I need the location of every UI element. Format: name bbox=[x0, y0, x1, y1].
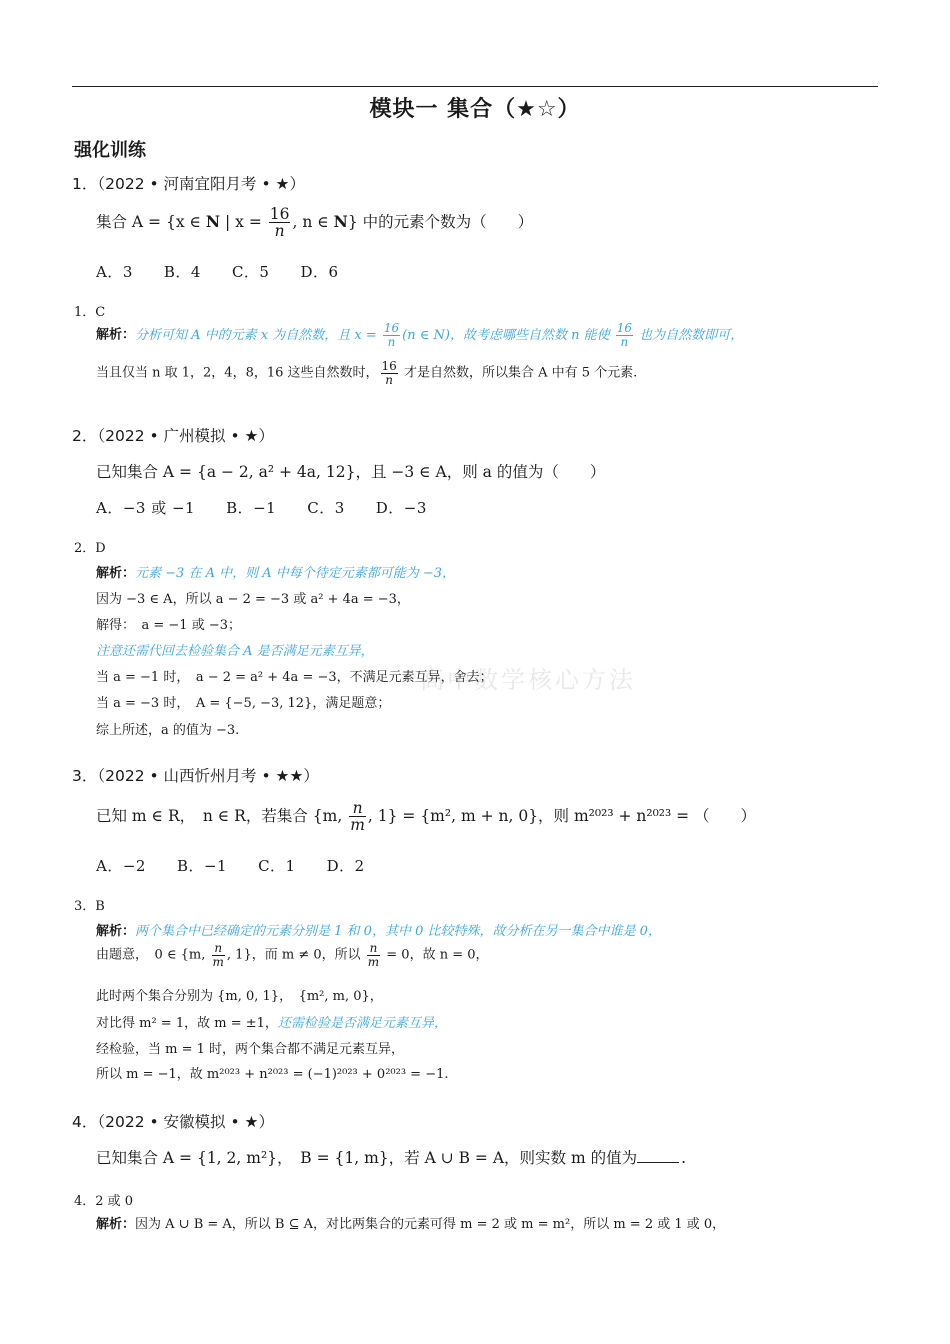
q3-solution-line5: 经检验，当 m = 1 时，两个集合都不满足元素互异， bbox=[96, 1042, 405, 1057]
q4-header: 4．（2022 • 安徽模拟 • ★） bbox=[72, 1113, 274, 1131]
q3-solution-line3: 此时两个集合分别为 {m, 0, 1}， {m², m, 0}， bbox=[96, 989, 383, 1004]
q1-header: 1．（2022 • 河南宜阳月考 • ★） bbox=[72, 175, 305, 193]
q1-solution-line2: 当且仅当 n 取 1，2，4，8，16 这些自然数时， $\frac{16}{n}$ 才是自然数，所以集合 A 中有 5 个元素. bbox=[96, 359, 638, 387]
q2-solution-line2: 因为 −3 ∈ A，所以 a − 2 = −3 或 a² + 4a = −3， bbox=[96, 592, 410, 607]
header-rule bbox=[72, 86, 878, 87]
q4-answer: 4．2 或 0 bbox=[74, 1194, 134, 1209]
q4-solution-line1: 解析：因为 A ∪ B = A，所以 B ⊆ A，对比两集合的元素可得 m = 2 或 m = m²，所以 m = 2 或 1 或 0， bbox=[96, 1217, 726, 1232]
q2-choices: A．−3 或 −1 B．−1 C．3 D．−3 bbox=[96, 499, 427, 517]
q1-choices: A．3 B．4 C．5 D．6 bbox=[96, 263, 339, 281]
q2-solution-line6: 当 a = −3 时， A = {−5, −3, 12}，满足题意； bbox=[96, 696, 391, 711]
q3-solution-line2: 由题意， 0 ∈ {m, $\frac{n}{m}$ , 1}，而 m ≠ 0，所以 $\frac{n}{m}$ = 0，故 n = 0， bbox=[96, 941, 489, 969]
q3-solution-line4: 对比得 m² = 1，故 m = ±1，还需检验是否满足元素互异， bbox=[96, 1016, 447, 1031]
q2-solution-line7: 综上所述，a 的值为 −3. bbox=[96, 723, 240, 738]
q1-answer: 1．C bbox=[74, 305, 106, 320]
q3-header: 3．（2022 • 山西忻州月考 • ★★） bbox=[72, 767, 319, 785]
q1-solution-line1: 解析：分析可知 A 中的元素 x 为自然数，且 x = $\frac{16}{n}$ (n ∈ N)，故考虑哪些自然数 n 能使 $\frac{16}{n}$ 也为自然数即可， bbox=[96, 321, 744, 349]
q2-solution-line1: 解析：元素 −3 在 A 中，则 A 中每个待定元素都可能为 −3， bbox=[96, 566, 456, 581]
q1-fraction: $\frac{16}{n}$ bbox=[269, 205, 290, 241]
page-title: 模块一 集合（★☆） bbox=[369, 97, 581, 122]
q1-stem: 集合 A = {x ∈ N | x = $\frac{16}{n}$ , n ∈ N} 中的元素个数为（ ） bbox=[96, 205, 534, 241]
q3-stem: 已知 m ∈ R， n ∈ R，若集合 {m, $\frac{n}{m}$ , 1} = {m², m + n, 0}，则 m²⁰²³ + n²⁰²³ = （ ） bbox=[96, 799, 757, 835]
answer-blank bbox=[637, 1162, 679, 1163]
q2-solution-line3: 解得： a = −1 或 −3； bbox=[96, 618, 241, 633]
q3-choices: A．−2 B．−1 C．1 D．2 bbox=[96, 857, 365, 875]
section-heading: 强化训练 bbox=[74, 140, 146, 161]
q2-solution-line4: 注意还需代回去检验集合 A 是否满足元素互异， bbox=[96, 644, 374, 659]
q4-stem: 已知集合 A = {1, 2, m²}， B = {1, m}，若 A ∪ B = A，则实数 m 的值为 . bbox=[96, 1149, 687, 1167]
q3-answer: 3．B bbox=[74, 899, 105, 914]
q2-solution-line5: 当 a = −1 时， a − 2 = a² + 4a = −3，不满足元素互异，舍去； bbox=[96, 670, 493, 685]
q3-solution-line1: 解析：两个集合中已经确定的元素分别是 1 和 0，其中 0 比较特殊，故分析在另一集合中谁是 0， bbox=[96, 924, 661, 939]
watermark: 高中数学核心方法 bbox=[420, 666, 636, 694]
q2-answer: 2．D bbox=[74, 541, 106, 556]
q2-stem: 已知集合 A = {a − 2, a² + 4a, 12}，且 −3 ∈ A，则 a 的值为（ ） bbox=[96, 463, 606, 481]
q3-solution-line6: 所以 m = −1，故 m²⁰²³ + n²⁰²³ = (−1)²⁰²³ + 0²⁰²³ = −1. bbox=[96, 1067, 449, 1082]
q2-header: 2．（2022 • 广州模拟 • ★） bbox=[72, 427, 274, 445]
